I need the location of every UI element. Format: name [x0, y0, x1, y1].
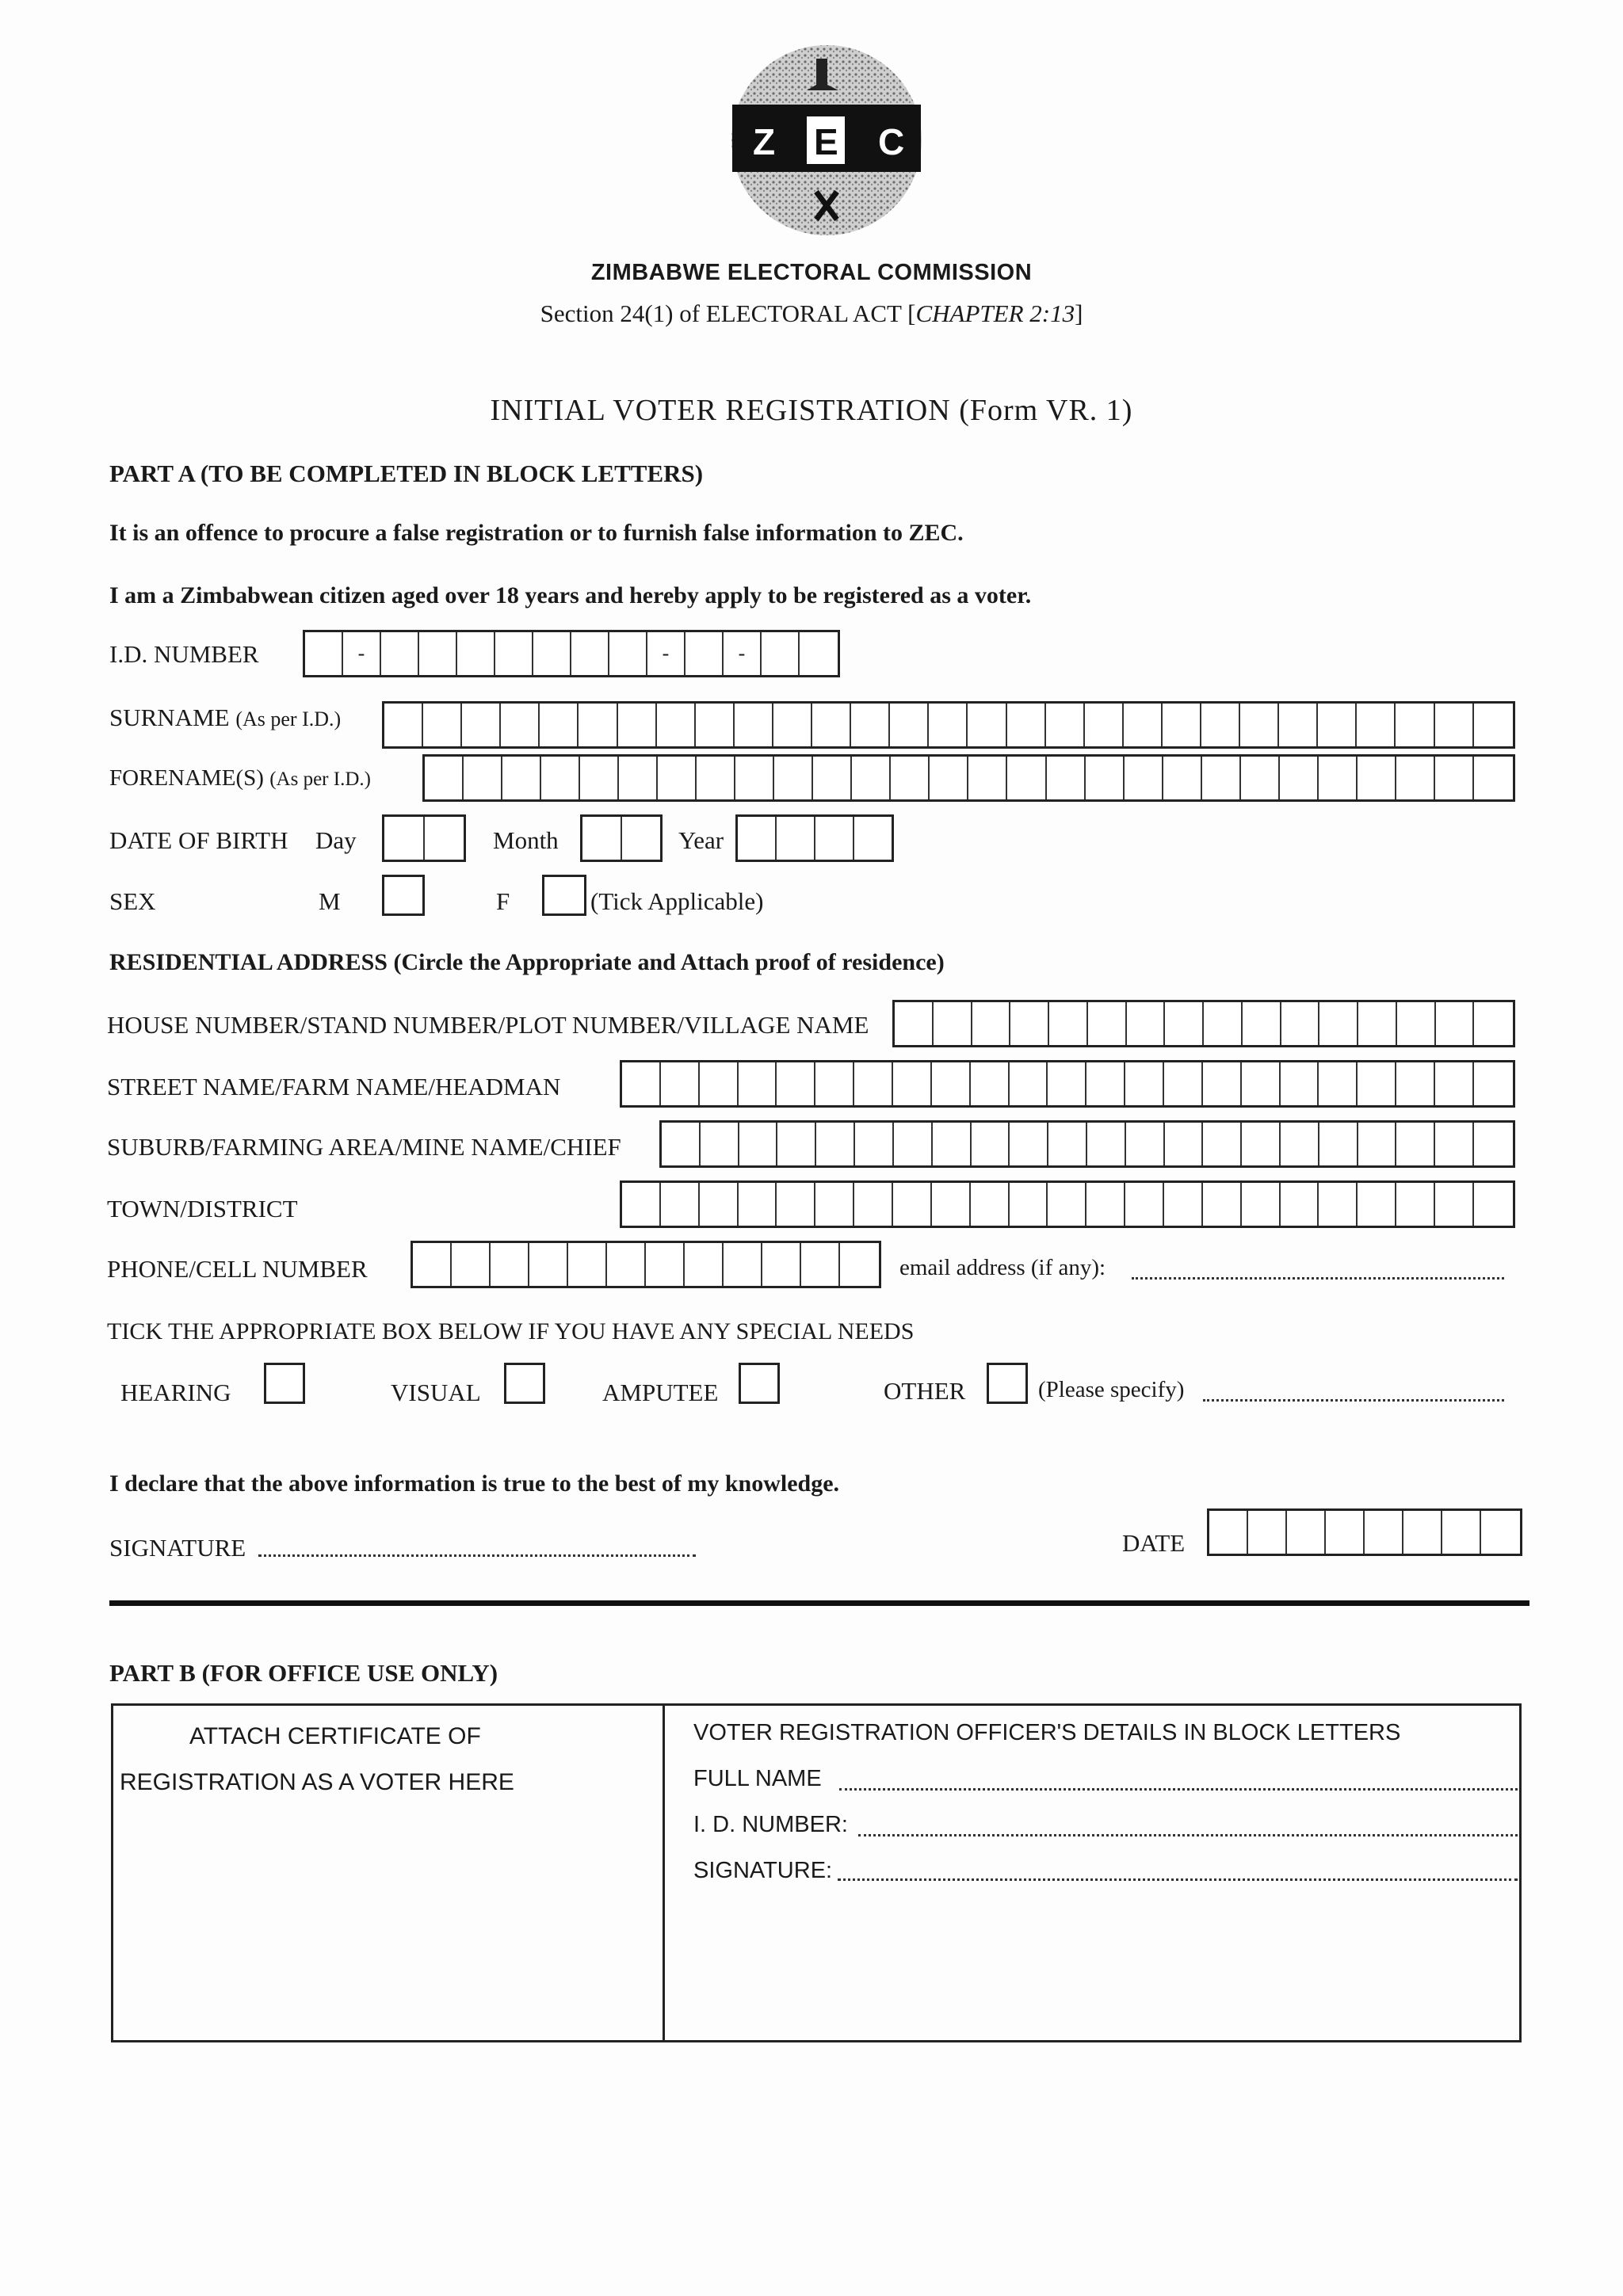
id-box[interactable]: [800, 632, 838, 675]
street-char-box[interactable]: [1164, 1062, 1203, 1105]
street-char-box[interactable]: [661, 1062, 700, 1105]
date-char-box[interactable]: [1287, 1511, 1326, 1554]
surname-char-box[interactable]: [1474, 704, 1513, 746]
surname-char-box[interactable]: [657, 704, 696, 746]
surname-char-box[interactable]: [1318, 704, 1357, 746]
town-char-box[interactable]: [1203, 1183, 1242, 1226]
id-box[interactable]: [495, 632, 533, 675]
street-char-box[interactable]: [1125, 1062, 1164, 1105]
dob-day-box[interactable]: [425, 817, 465, 860]
suburb-char-box[interactable]: [1010, 1123, 1048, 1165]
sex-tick-note: (Tick Applicable): [590, 887, 764, 915]
surname-char-box[interactable]: [1240, 704, 1279, 746]
street-char-box[interactable]: [893, 1062, 932, 1105]
amputee-checkbox[interactable]: [739, 1363, 780, 1404]
street-char-box[interactable]: [1086, 1062, 1125, 1105]
surname-char-box[interactable]: [929, 704, 968, 746]
house-char-box[interactable]: [1127, 1002, 1166, 1045]
declaration-statement: I declare that the above information is true to the best of my knowledge.: [109, 1470, 840, 1497]
dob-year-field[interactable]: [735, 814, 894, 862]
date-char-box[interactable]: [1365, 1511, 1403, 1554]
officer-details-heading: VOTER REGISTRATION OFFICER'S DETAILS IN BLOCK LETTERS: [693, 1720, 1401, 1745]
phone-char-box[interactable]: [724, 1243, 762, 1286]
surname-char-box[interactable]: [1007, 704, 1046, 746]
visual-checkbox[interactable]: [504, 1363, 545, 1404]
officer-full-name-field[interactable]: [839, 1788, 1518, 1791]
amputee-label: AMPUTEE: [602, 1379, 719, 1406]
forename-char-box[interactable]: [1007, 757, 1046, 799]
street-char-box[interactable]: [739, 1062, 777, 1105]
dob-year-box[interactable]: [815, 817, 854, 860]
email-label: email address (if any):: [899, 1255, 1106, 1280]
suburb-char-box[interactable]: [855, 1123, 894, 1165]
forename-char-box[interactable]: [580, 757, 619, 799]
forename-char-box[interactable]: [735, 757, 774, 799]
house-char-box[interactable]: [1281, 1002, 1320, 1045]
other-label: OTHER: [884, 1377, 966, 1405]
surname-char-box[interactable]: [1279, 704, 1318, 746]
forename-field[interactable]: [422, 754, 1515, 802]
phone-char-box[interactable]: [646, 1243, 685, 1286]
phone-label: PHONE/CELL NUMBER: [107, 1255, 368, 1283]
suburb-label: SUBURB/FARMING AREA/MINE NAME/CHIEF: [107, 1133, 621, 1161]
surname-char-box[interactable]: [501, 704, 540, 746]
dob-year-box[interactable]: [854, 817, 893, 860]
date-char-box[interactable]: [1442, 1511, 1481, 1554]
sex-f-checkbox[interactable]: [542, 875, 586, 916]
sex-label: SEX: [109, 887, 156, 915]
house-char-box[interactable]: [1049, 1002, 1088, 1045]
town-char-box[interactable]: [661, 1183, 700, 1226]
phone-char-box[interactable]: [685, 1243, 724, 1286]
dob-day-field[interactable]: [382, 814, 466, 862]
forename-char-box[interactable]: [541, 757, 580, 799]
forename-char-box[interactable]: [1280, 757, 1319, 799]
suburb-char-box[interactable]: [777, 1123, 816, 1165]
forename-char-box[interactable]: [813, 757, 852, 799]
sex-f-label: F: [496, 887, 510, 915]
house-char-box[interactable]: [1397, 1002, 1436, 1045]
id-box[interactable]: [533, 632, 571, 675]
house-number-label: HOUSE NUMBER/STAND NUMBER/PLOT NUMBER/VILLAGE NAME: [107, 1011, 869, 1039]
date-char-box[interactable]: [1481, 1511, 1520, 1554]
house-number-field[interactable]: [892, 1000, 1515, 1047]
date-char-box[interactable]: [1403, 1511, 1442, 1554]
phone-char-box[interactable]: [529, 1243, 568, 1286]
forename-char-box[interactable]: [1241, 757, 1280, 799]
visual-label: VISUAL: [391, 1379, 481, 1406]
dob-month-box[interactable]: [582, 817, 622, 860]
surname-char-box[interactable]: [735, 704, 773, 746]
suburb-field[interactable]: [659, 1120, 1515, 1168]
town-char-box[interactable]: [1396, 1183, 1435, 1226]
forename-label: FORENAME(S) (As per I.D.): [109, 765, 371, 791]
street-name-field[interactable]: [620, 1060, 1515, 1108]
phone-char-box[interactable]: [840, 1243, 879, 1286]
suburb-char-box[interactable]: [933, 1123, 972, 1165]
address-heading: RESIDENTIAL ADDRESS (Circle the Appropriate and Attach proof of residence): [109, 949, 945, 975]
phone-char-box[interactable]: [568, 1243, 607, 1286]
part-b-heading: PART B (FOR OFFICE USE ONLY): [109, 1659, 498, 1687]
dob-month-label: Month: [493, 826, 559, 854]
forename-char-box[interactable]: [1358, 757, 1396, 799]
street-char-box[interactable]: [1319, 1062, 1358, 1105]
town-char-box[interactable]: [932, 1183, 971, 1226]
hearing-label: HEARING: [120, 1379, 231, 1406]
house-char-box[interactable]: [1243, 1002, 1281, 1045]
street-char-box[interactable]: [1242, 1062, 1281, 1105]
other-specify-field[interactable]: [1203, 1399, 1504, 1402]
house-char-box[interactable]: [1088, 1002, 1127, 1045]
id-box[interactable]: [419, 632, 457, 675]
sex-m-checkbox[interactable]: [382, 875, 425, 916]
hearing-checkbox[interactable]: [264, 1363, 305, 1404]
section-reference: Section 24(1) of ELECTORAL ACT [CHAPTER 2:13]: [540, 299, 1083, 327]
forename-char-box[interactable]: [1396, 757, 1435, 799]
house-char-box[interactable]: [972, 1002, 1011, 1045]
office-use-table: [111, 1703, 1522, 2042]
town-char-box[interactable]: [1048, 1183, 1086, 1226]
street-char-box[interactable]: [1281, 1062, 1319, 1105]
street-char-box[interactable]: [971, 1062, 1010, 1105]
id-box[interactable]: [609, 632, 647, 675]
town-char-box[interactable]: [971, 1183, 1010, 1226]
suburb-char-box[interactable]: [1281, 1123, 1319, 1165]
table-divider: [663, 1706, 665, 2040]
town-char-box[interactable]: [1435, 1183, 1474, 1226]
surname-char-box[interactable]: [1163, 704, 1201, 746]
special-needs-heading: TICK THE APPROPRIATE BOX BELOW IF YOU HAVE ANY SPECIAL NEEDS: [107, 1318, 915, 1344]
form-title: INITIAL VOTER REGISTRATION (Form VR. 1): [490, 394, 1133, 427]
forename-char-box[interactable]: [502, 757, 541, 799]
signature-label: SIGNATURE: [109, 1534, 246, 1562]
street-char-box[interactable]: [854, 1062, 893, 1105]
id-box[interactable]: [685, 632, 724, 675]
surname-char-box[interactable]: [1124, 704, 1163, 746]
id-box[interactable]: -: [647, 632, 685, 675]
surname-char-box[interactable]: [851, 704, 890, 746]
suburb-char-box[interactable]: [1319, 1123, 1358, 1165]
surname-char-box[interactable]: [1046, 704, 1085, 746]
street-char-box[interactable]: [777, 1062, 815, 1105]
town-char-box[interactable]: [1474, 1183, 1513, 1226]
forename-char-box[interactable]: [774, 757, 813, 799]
phone-char-box[interactable]: [452, 1243, 491, 1286]
phone-field[interactable]: [411, 1241, 881, 1288]
forename-char-box[interactable]: [1125, 757, 1163, 799]
street-char-box[interactable]: [1474, 1062, 1513, 1105]
suburb-char-box[interactable]: [1203, 1123, 1242, 1165]
surname-char-box[interactable]: [1201, 704, 1240, 746]
forename-char-box[interactable]: [891, 757, 930, 799]
commission-name: ZIMBABWE ELECTORAL COMMISSION: [590, 260, 1033, 285]
logo-letter-e: E: [814, 121, 838, 162]
email-field[interactable]: [1132, 1277, 1504, 1280]
suburb-char-box[interactable]: [1048, 1123, 1087, 1165]
phone-char-box[interactable]: [491, 1243, 529, 1286]
officer-signature-label: SIGNATURE:: [693, 1858, 833, 1883]
forename-char-box[interactable]: [1319, 757, 1358, 799]
officer-signature-field[interactable]: [838, 1878, 1518, 1881]
suburb-char-box[interactable]: [662, 1123, 701, 1165]
other-checkbox[interactable]: [987, 1363, 1028, 1404]
forename-char-box[interactable]: [425, 757, 464, 799]
id-number-field[interactable]: [303, 630, 840, 677]
suburb-char-box[interactable]: [894, 1123, 933, 1165]
date-field[interactable]: [1207, 1508, 1522, 1556]
suburb-char-box[interactable]: [1435, 1123, 1474, 1165]
officer-id-field[interactable]: [858, 1834, 1518, 1836]
forename-char-box[interactable]: [968, 757, 1007, 799]
street-char-box[interactable]: [815, 1062, 854, 1105]
forename-char-box[interactable]: [930, 757, 968, 799]
suburb-char-box[interactable]: [1474, 1123, 1513, 1165]
forename-char-box[interactable]: [1474, 757, 1513, 799]
surname-char-box[interactable]: [579, 704, 617, 746]
house-char-box[interactable]: [1319, 1002, 1358, 1045]
dob-year-label: Year: [678, 826, 724, 854]
house-char-box[interactable]: [1436, 1002, 1475, 1045]
sex-m-label: M: [319, 887, 341, 915]
suburb-char-box[interactable]: [1358, 1123, 1397, 1165]
attach-certificate-line2: REGISTRATION AS A VOTER HERE: [120, 1769, 514, 1795]
id-box[interactable]: [762, 632, 800, 675]
citizen-declaration: I am a Zimbabwean citizen aged over 18 years and hereby apply to be registered as a voter.: [109, 582, 1032, 608]
town-label: TOWN/DISTRICT: [107, 1195, 298, 1222]
logo-letter-c: C: [878, 121, 905, 162]
section-divider: [109, 1600, 1529, 1606]
date-char-box[interactable]: [1209, 1511, 1248, 1554]
id-box[interactable]: [571, 632, 609, 675]
house-char-box[interactable]: [934, 1002, 972, 1045]
surname-char-box[interactable]: [968, 704, 1006, 746]
attach-certificate-line1: ATTACH CERTIFICATE OF: [189, 1723, 481, 1749]
town-char-box[interactable]: [1281, 1183, 1319, 1226]
forename-char-box[interactable]: [658, 757, 697, 799]
town-char-box[interactable]: [1358, 1183, 1396, 1226]
surname-field[interactable]: [382, 701, 1515, 749]
id-box[interactable]: -: [343, 632, 381, 675]
surname-char-box[interactable]: [696, 704, 735, 746]
surname-char-box[interactable]: [812, 704, 851, 746]
dob-year-box[interactable]: [777, 817, 815, 860]
phone-char-box[interactable]: [607, 1243, 646, 1286]
suburb-char-box[interactable]: [1242, 1123, 1281, 1165]
surname-char-box[interactable]: [384, 704, 423, 746]
surname-char-box[interactable]: [1085, 704, 1124, 746]
forename-char-box[interactable]: [1435, 757, 1474, 799]
forename-char-box[interactable]: [1202, 757, 1241, 799]
dob-label: DATE OF BIRTH: [109, 826, 288, 854]
town-char-box[interactable]: [1086, 1183, 1125, 1226]
street-char-box[interactable]: [1396, 1062, 1435, 1105]
phone-char-box[interactable]: [413, 1243, 452, 1286]
dob-day-label: Day: [315, 826, 357, 854]
town-char-box[interactable]: [815, 1183, 854, 1226]
surname-char-box[interactable]: [1396, 704, 1434, 746]
surname-char-box[interactable]: [773, 704, 812, 746]
dob-month-field[interactable]: [580, 814, 663, 862]
street-char-box[interactable]: [622, 1062, 661, 1105]
suburb-char-box[interactable]: [1165, 1123, 1204, 1165]
surname-label: SURNAME (As per I.D.): [109, 704, 342, 731]
signature-field[interactable]: [258, 1554, 696, 1557]
surname-char-box[interactable]: [1435, 704, 1474, 746]
suburb-char-box[interactable]: [972, 1123, 1010, 1165]
house-char-box[interactable]: [1010, 1002, 1049, 1045]
phone-char-box[interactable]: [801, 1243, 840, 1286]
suburb-char-box[interactable]: [1087, 1123, 1126, 1165]
false-registration-warning: It is an offence to procure a false registration or to furnish false information to ZEC.: [109, 520, 964, 546]
dob-day-box[interactable]: [384, 817, 425, 860]
id-box[interactable]: -: [724, 632, 762, 675]
dob-year-box[interactable]: [738, 817, 777, 860]
town-char-box[interactable]: [1010, 1183, 1048, 1226]
forename-char-box[interactable]: [697, 757, 735, 799]
date-char-box[interactable]: [1248, 1511, 1287, 1554]
surname-char-box[interactable]: [890, 704, 929, 746]
house-char-box[interactable]: [1204, 1002, 1243, 1045]
surname-char-box[interactable]: [1357, 704, 1396, 746]
street-char-box[interactable]: [1203, 1062, 1242, 1105]
forename-char-box[interactable]: [464, 757, 502, 799]
logo-letter-z: Z: [753, 121, 776, 162]
surname-char-box[interactable]: [540, 704, 579, 746]
phone-char-box[interactable]: [762, 1243, 801, 1286]
surname-char-box[interactable]: [462, 704, 501, 746]
house-char-box[interactable]: [1358, 1002, 1397, 1045]
town-field[interactable]: [620, 1180, 1515, 1228]
suburb-char-box[interactable]: [739, 1123, 778, 1165]
house-char-box[interactable]: [1474, 1002, 1513, 1045]
town-char-box[interactable]: [777, 1183, 815, 1226]
street-name-label: STREET NAME/FARM NAME/HEADMAN: [107, 1073, 561, 1100]
suburb-char-box[interactable]: [701, 1123, 739, 1165]
id-box[interactable]: [381, 632, 419, 675]
suburb-char-box[interactable]: [816, 1123, 855, 1165]
forename-char-box[interactable]: [1086, 757, 1125, 799]
date-label: DATE: [1122, 1529, 1186, 1557]
id-box[interactable]: [457, 632, 495, 675]
part-a-heading: PART A (TO BE COMPLETED IN BLOCK LETTERS): [109, 460, 704, 487]
forename-char-box[interactable]: [619, 757, 658, 799]
surname-char-box[interactable]: [423, 704, 462, 746]
officer-id-label: I. D. NUMBER:: [693, 1812, 848, 1837]
house-char-box[interactable]: [895, 1002, 934, 1045]
town-char-box[interactable]: [893, 1183, 932, 1226]
forename-char-box[interactable]: [1047, 757, 1086, 799]
suburb-char-box[interactable]: [1126, 1123, 1165, 1165]
id-box[interactable]: [305, 632, 343, 675]
town-char-box[interactable]: [739, 1183, 777, 1226]
house-char-box[interactable]: [1165, 1002, 1204, 1045]
surname-char-box[interactable]: [618, 704, 657, 746]
id-number-label: I.D. NUMBER: [109, 640, 259, 668]
street-char-box[interactable]: [1435, 1062, 1474, 1105]
suburb-char-box[interactable]: [1396, 1123, 1435, 1165]
town-char-box[interactable]: [1319, 1183, 1358, 1226]
street-char-box[interactable]: [1010, 1062, 1048, 1105]
street-char-box[interactable]: [932, 1062, 971, 1105]
town-char-box[interactable]: [1164, 1183, 1203, 1226]
street-char-box[interactable]: [700, 1062, 739, 1105]
date-char-box[interactable]: [1326, 1511, 1365, 1554]
forename-char-box[interactable]: [1163, 757, 1202, 799]
please-specify-label: (Please specify): [1038, 1377, 1185, 1402]
dob-month-box[interactable]: [622, 817, 662, 860]
town-char-box[interactable]: [622, 1183, 661, 1226]
town-char-box[interactable]: [1242, 1183, 1281, 1226]
forename-char-box[interactable]: [852, 757, 891, 799]
officer-full-name-label: FULL NAME: [693, 1766, 822, 1791]
town-char-box[interactable]: [1125, 1183, 1164, 1226]
zec-logo: [727, 41, 926, 239]
street-char-box[interactable]: [1048, 1062, 1086, 1105]
town-char-box[interactable]: [854, 1183, 893, 1226]
town-char-box[interactable]: [700, 1183, 739, 1226]
street-char-box[interactable]: [1358, 1062, 1396, 1105]
